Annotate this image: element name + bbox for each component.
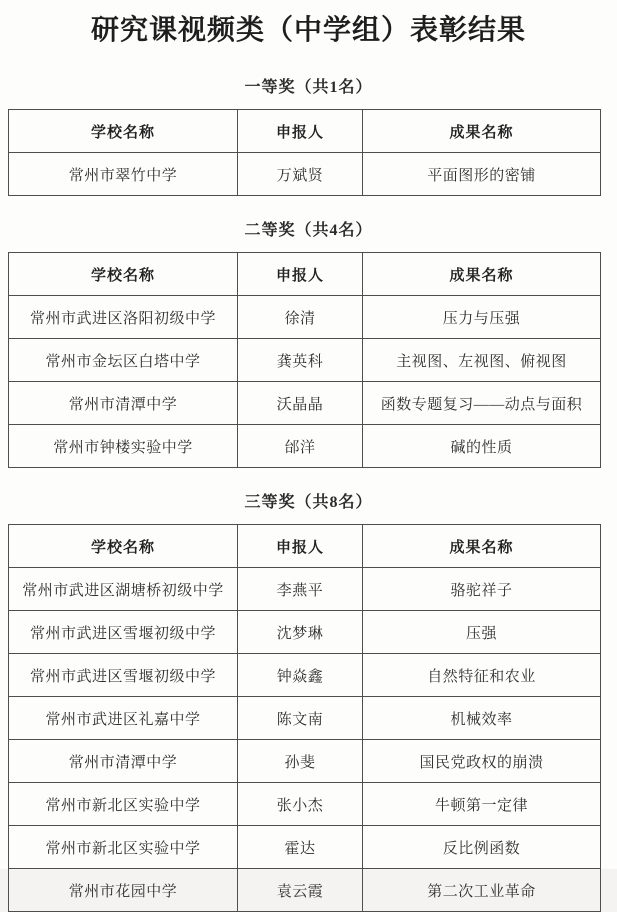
cell-applicant: 邰洋	[238, 425, 363, 468]
cell-applicant: 钟焱鑫	[238, 654, 363, 697]
table-header-row	[9, 525, 601, 568]
column-header-achievement: 成果名称	[363, 110, 601, 153]
award-section	[0, 74, 617, 196]
cell-school: 常州市花园中学	[9, 869, 238, 912]
cell-applicant: 陈文南	[238, 697, 363, 740]
cell-achievement: 自然特征和农业	[363, 654, 601, 697]
cell-applicant: 袁云霞	[238, 869, 363, 912]
cell-applicant: 李燕平	[238, 568, 363, 611]
cell-school: 常州市武进区洛阳初级中学	[9, 296, 238, 339]
cell-achievement: 压力与压强	[363, 296, 601, 339]
cell-school: 常州市清潭中学	[9, 740, 238, 783]
table-header-row	[9, 110, 601, 153]
cell-school: 常州市武进区湖塘桥初级中学	[9, 568, 238, 611]
cell-school: 常州市武进区雪堰初级中学	[9, 654, 238, 697]
cell-achievement: 压强	[363, 611, 601, 654]
section-heading: 三等奖（共8名）	[244, 494, 373, 511]
award-section	[0, 217, 617, 468]
cell-achievement: 主视图、左视图、俯视图	[363, 339, 601, 382]
cell-applicant: 龚英科	[238, 339, 363, 382]
cell-school: 常州市武进区礼嘉中学	[9, 697, 238, 740]
table-row	[9, 740, 601, 783]
cell-applicant: 孙斐	[238, 740, 363, 783]
cell-school: 常州市新北区实验中学	[9, 826, 238, 869]
table-row	[9, 697, 601, 740]
cell-school: 常州市新北区实验中学	[9, 783, 238, 826]
table-row	[9, 869, 601, 912]
cell-applicant: 张小杰	[238, 783, 363, 826]
cell-applicant: 沃晶晶	[238, 382, 363, 425]
column-header-school: 学校名称	[9, 253, 238, 296]
award-table	[8, 252, 601, 468]
cell-school: 常州市清潭中学	[9, 382, 238, 425]
award-table	[8, 109, 601, 196]
section-heading: 二等奖（共4名）	[244, 222, 373, 239]
cell-achievement: 反比例函数	[363, 826, 601, 869]
column-header-applicant: 申报人	[238, 253, 363, 296]
sections	[0, 74, 617, 912]
page-title: 研究课视频类（中学组）表彰结果	[90, 15, 526, 46]
award-section	[0, 489, 617, 912]
table-header-row	[9, 253, 601, 296]
cell-achievement: 牛顿第一定律	[363, 783, 601, 826]
cell-school: 常州市金坛区白塔中学	[9, 339, 238, 382]
cell-applicant: 徐清	[238, 296, 363, 339]
table-row	[9, 153, 601, 196]
cell-school: 常州市武进区雪堰初级中学	[9, 611, 238, 654]
column-header-applicant: 申报人	[238, 110, 363, 153]
cell-achievement: 碱的性质	[363, 425, 601, 468]
cell-school: 常州市钟楼实验中学	[9, 425, 238, 468]
table-row	[9, 339, 601, 382]
cell-applicant: 沈梦琳	[238, 611, 363, 654]
cell-achievement: 平面图形的密铺	[363, 153, 601, 196]
table-row	[9, 568, 601, 611]
column-header-achievement: 成果名称	[363, 525, 601, 568]
table-row	[9, 826, 601, 869]
cell-achievement: 函数专题复习——动点与面积	[363, 382, 601, 425]
table-row	[9, 611, 601, 654]
column-header-school: 学校名称	[9, 525, 238, 568]
table-row	[9, 296, 601, 339]
section-heading: 一等奖（共1名）	[244, 79, 373, 96]
table-row	[9, 783, 601, 826]
cell-achievement: 国民党政权的崩溃	[363, 740, 601, 783]
cell-achievement: 机械效率	[363, 697, 601, 740]
table-row	[9, 382, 601, 425]
table-row	[9, 425, 601, 468]
column-header-achievement: 成果名称	[363, 253, 601, 296]
column-header-applicant: 申报人	[238, 525, 363, 568]
cell-achievement: 骆驼祥子	[363, 568, 601, 611]
table-row	[9, 654, 601, 697]
cell-school: 常州市翠竹中学	[9, 153, 238, 196]
award-table	[8, 524, 601, 912]
cell-applicant: 万斌贤	[238, 153, 363, 196]
cell-applicant: 霍达	[238, 826, 363, 869]
column-header-school: 学校名称	[9, 110, 238, 153]
cell-achievement: 第二次工业革命	[363, 869, 601, 912]
